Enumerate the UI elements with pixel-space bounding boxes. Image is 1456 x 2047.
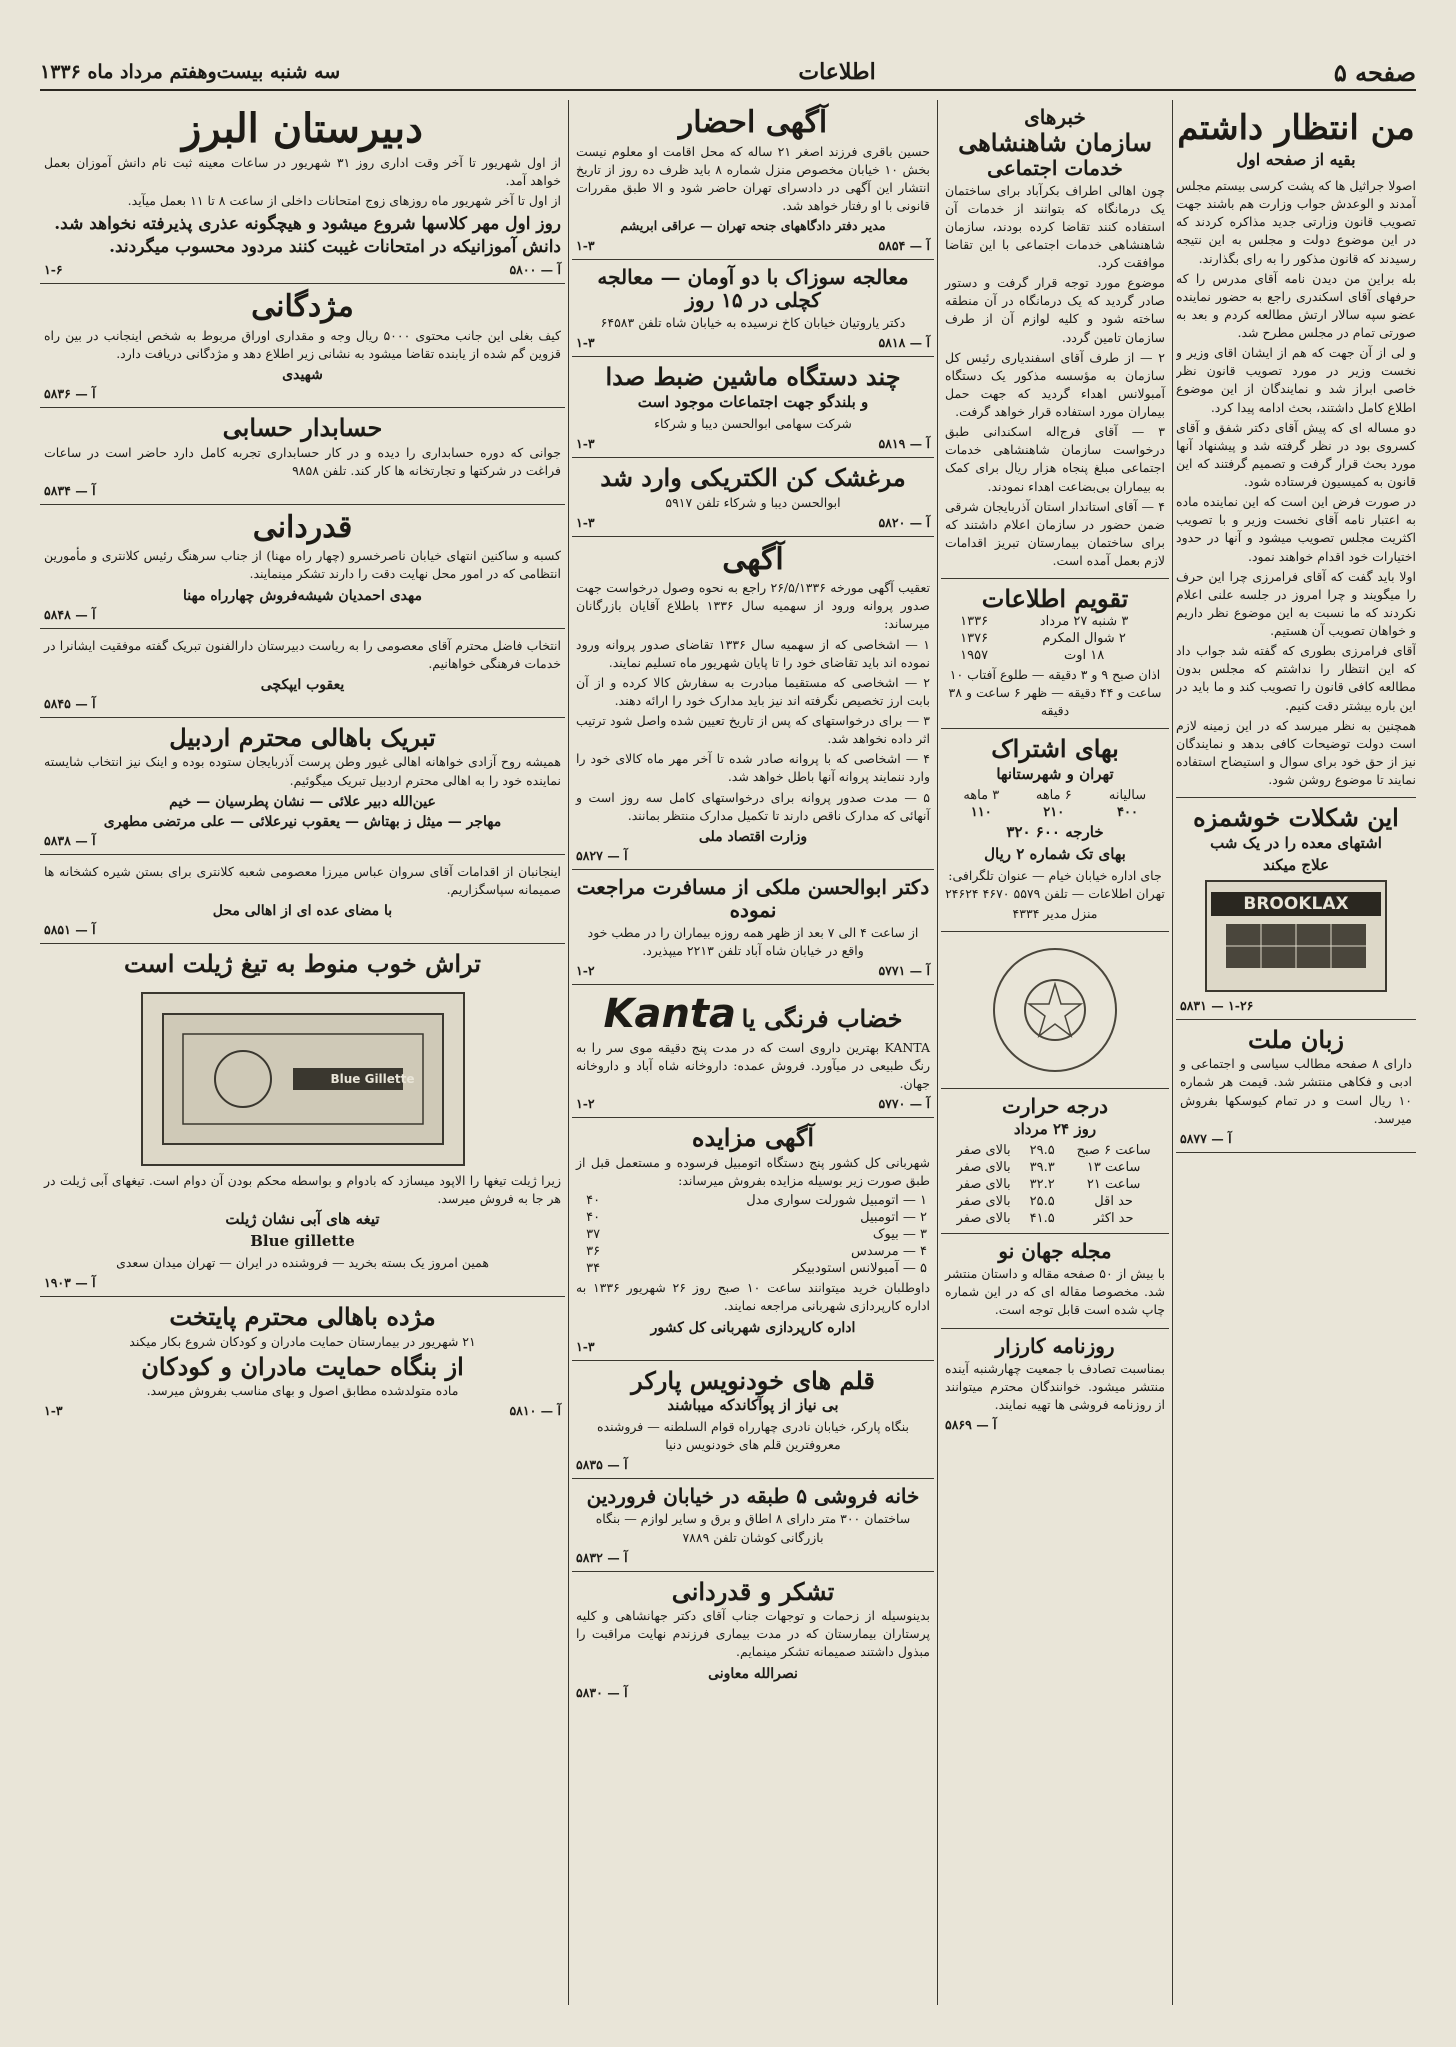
article-paragraph: همچنین به نظر میرسد که در این زمینه لازم است دولت توضیحات کافی بدهد و نمایندگان نیز از حق خود برای سوال و استیضاح استفاده نمایند تا موضوع روشن شود. (1176, 717, 1416, 787)
auction-text: داوطلبان خرید میتوانند ساعت ۱۰ صبح روز ۲۶ شهریور ۱۳۳۶ به اداره کارپردازی شهربانی مراجعه نمایند. (576, 1280, 931, 1314)
article-paragraph: آقای فرامرزی بطوری که گفته شد جواب داد که این انتظار را نداشتم که مجلس بدون مطالعه کافی قانون را تصویب کند و ما باید در این باره بیشتر دقت کنیم. (1176, 643, 1416, 713)
electric-dryer-ad (572, 458, 934, 537)
page-number: صفحه ۵ (1333, 57, 1416, 87)
appreciation-code: آ — ۵۸۴۸ (44, 606, 96, 622)
capital-code: ۱-۳ آ — ۵۸۱۰ (44, 1403, 561, 1419)
doctor-text: از ساعت ۴ الی ۷ بعد از ظهر همه روزه بیماران را در مطب خود واقع در خیابان شاه آباد تلفن ۲۲۱۳ میپذیرد. (587, 924, 919, 958)
notice-title: آگهی (722, 541, 784, 577)
appreciation-title: قدردانی (252, 509, 353, 545)
notice-code: آ — ۵۸۲۷ (576, 847, 628, 863)
article-paragraph: اولا باید گفت که آقای فرامرزی چرا این حرف را میگویند و چرا امروز در جلسه علنی اعلام نکردند که ما نسبت به این موضوع نظر داریم و خواهان تصویب آن هستیم. (1176, 568, 1416, 638)
kanta-brand: Kanta (603, 991, 737, 1038)
reward-title: مژدگانی (251, 289, 354, 325)
reward-notice (40, 284, 565, 408)
ardabil-text: همیشه روح آزادی خواهانه اهالی غیور وطن پرست آذربایجان ستوده بوده و اینک نیز انتخاب شایسته نماینده خود را به اهالی محترم اردبیل تبریک میگوئیم. (44, 754, 561, 788)
notice-paragraph: ۱ — اشخاصی که از سهمیه سال ۱۳۳۶ تقاضای صدور پروانه ورود نموده اند باید تقاضای خود را تا پایان شهریور ماه تسلیم نمایند. (576, 636, 930, 670)
column-divider (1172, 100, 1173, 2005)
recorder-code: ۱-۳ آ — ۵۸۱۹ (576, 435, 930, 451)
reward-code: آ — ۵۸۳۶ (44, 386, 96, 401)
capital-text: ماده متولدشده مطابق اصول و بهای مناسب بفروش میرسد. (146, 1383, 459, 1399)
weather-row: حد اقل ۲۵.۵ بالای صفر (956, 1194, 1133, 1210)
weather-row: ساعت ۲۱ ۳۲.۲ بالای صفر (956, 1177, 1141, 1193)
doctor-notice (572, 870, 934, 985)
weather-subtitle: روز ۲۴ مرداد (1013, 1120, 1097, 1139)
thanks-notice (572, 1572, 934, 1706)
parker-text: بنگاه پارکر، خیابان نادری چهارراه قوام السلطنه — فروشنده معروفترین قلم های خودنویس دنیا (596, 1419, 910, 1453)
accountant-ad (40, 408, 565, 505)
karzar-code: آ — ۵۸۶۹ (945, 1416, 997, 1432)
notice-paragraph: ۴ — اشخاصی که با پروانه صادر شده تا آخر مهر ماه کالای خود را وارد ننمایند پروانه آنها باطل خواهد شد. (576, 751, 930, 785)
gillette-line: تیغه های آبی نشان ژیلت (225, 1209, 380, 1228)
brooklax-ad (1176, 797, 1416, 1020)
recorder-text: شرکت سهامی ابوالحسن دیبا و شرکاء (654, 415, 852, 431)
article-paragraph: دو مساله ای که پیش آقای دکتر شفق و آقای کسروی بود در نظر گرفته شد و پیشنهاد آنها مورد بحث قرار گرفت و تصمیم گرفتند که این قانون به کمیسیون فرستاده شود. (1176, 419, 1416, 489)
weather-row: حد اکثر ۴۱.۵ بالای صفر (956, 1211, 1134, 1227)
economy-ministry-notice (572, 537, 934, 870)
dryer-code: ۱-۳ آ — ۵۸۲۰ (576, 514, 930, 530)
weather-box (941, 1089, 1169, 1234)
congrats-notice (40, 629, 565, 718)
recorder-subtitle: و بلندگو جهت اجتماعات موجود است (637, 392, 869, 411)
house-text: ساختمان ۳۰۰ متر دارای ۸ اطاق و برق و سایر لوازم — بنگاه بازرگانی کوشان تلفن ۷۸۸۹ (595, 1511, 911, 1545)
thanks-title: تشکر و قدردانی (671, 1576, 835, 1606)
newspaper-name: اطلاعات (798, 59, 876, 85)
summons-text: حسین باقری فرزند اصغر ۲۱ ساله که محل اقامت او معلوم نیست بخش ۱۰ خیابان مخصوص منزل شماره ۸ باید ظرف ده روز از تاریخ انتشار این آگهی در دادسرای تهران حاضر شود و الا طبق مقررات قانونی با او رفتار خواهد شد. (576, 143, 930, 213)
calendar-row: ۳ شنبه ۲۷ مرداد ۱۳۳۶ (960, 613, 1129, 629)
karzar-title: روزنامه کارزار (995, 1333, 1115, 1358)
notice-title: زبان ملت (1248, 1024, 1344, 1054)
house-code: آ — ۵۸۳۲ (576, 1549, 628, 1565)
summons-code: ۱-۳ آ — ۵۸۵۴ (576, 238, 930, 254)
gillette-brand: Blue gillette (250, 1231, 355, 1250)
school-paragraph: از اول شهریور تا آخر وقت اداری روز ۳۱ شهریور در ساعات معینه ثبت نام دانش آموزان بعمل خواهد آمد. (44, 155, 561, 189)
gillette-text: زیرا ژیلت تیغها را الاپود میسازد که بادوام و بواسطه محکم بودن آن دوام است. تیغهای آبی ژیلت در هر جا به فروش میرسد. (44, 1172, 561, 1206)
police-thanks-signature: با مضای عده ای از اهالی محل (212, 902, 393, 919)
notice-text: دارای ۸ صفحه مطالب سیاسی و اجتماعی و ادبی و فکاهی منتشر شد. قیمت هر شماره ۱۰ ریال است و در تمام کیوسکها بفروش میرسد. (1180, 1056, 1412, 1126)
magazine-title: مجله جهان نو (998, 1239, 1112, 1264)
thanks-code: آ — ۵۸۳۰ (576, 1684, 628, 1700)
article-paragraph: در صورت فرض این است که این نماینده ماده به اعتبار نامه آقای نخست وزیر و با تصویب اکثریت مجلس تصویب میشود و آنها در حدود اختیارات خود اقدام خواهند نمود. (1176, 494, 1416, 564)
parker-subtitle: بی نیاز از پوآکاندکه میباشند (667, 1396, 839, 1415)
column-divider (937, 100, 938, 2005)
magazine-notice (941, 1234, 1169, 1328)
director-phone: منزل مدیر ۴۳۳۴ (1012, 906, 1098, 922)
weather-title: درجه حرارت (1001, 1094, 1109, 1119)
weather-row: ساعت ۱۳ ۳۹.۳ بالای صفر (956, 1160, 1141, 1176)
appreciation-text: کسبه و ساکنین انتهای خیابان ناصرخسرو (چهار راه مهنا) از جناب سرهنگ رئیس کلانتری و مأمورین انتظامی که در امور محل نهایت دقت را دارند تشکر مینمایند. (44, 548, 561, 582)
ardabil-signatures: مهاجر — میثل ز بهتاش — یعقوب نیرعلائی — علی مرتضی مطهری (103, 813, 502, 830)
auction-row: ۵ — آمبولانس استودبیکر ۳۴ (586, 1261, 927, 1277)
news-paragraph: چون اهالی اطراف بکرآباد برای ساختمان یک درمانگاه که بتوانند از خدمات آن استفاده کنند تقاضا کرده بودند، سازمان شاهنشاهی خدمات اجتماعی با این تقاضا موافقت کرد. (945, 182, 1165, 271)
summons-notice (572, 100, 934, 260)
notice-paragraph: ۳ — برای درخواستهای که پس از تاریخ تعیین شده واصل شود ترتیب اثر داده نخواهد شد. (576, 713, 930, 747)
auction-text: شهربانی کل کشور پنج دستگاه اتومبیل فرسوده و مستعمل قبل از طبق صورت زیر بوسیله مزایده بفروش میرساند: (576, 1155, 930, 1189)
house-title: خانه فروشی ۵ طبقه در خیابان فروردین (586, 1484, 920, 1509)
gillette-package (141, 992, 465, 1166)
gillette-ad (40, 944, 565, 1297)
dryer-text: ابوالحسن دیبا و شرکاء تلفن ۵۹۱۷ (665, 494, 841, 510)
kanta-code: ۱-۲ آ — ۵۷۷۰ (576, 1096, 930, 1112)
kanta-headline (576, 991, 930, 1037)
clinic-code: ۱-۳ آ — ۵۸۱۸ (576, 335, 930, 351)
clinic-text: دکتر یاروتیان خیابان کاخ نرسیده به خیابان شاه تلفن ۶۴۵۸۳ (600, 315, 906, 331)
single-issue-price: بهای تک شماره ۲ ریال (984, 844, 1126, 863)
gillette-note: همین امروز یک بسته بخرید — فروشنده در ایران — تهران میدان سعدی (116, 1254, 489, 1270)
notice-signature: وزارت اقتصاد ملی (698, 828, 808, 845)
accountant-text: جوانی که دوره حسابداری را دیده و در کار حسابداری تجربه کامل دارد حاضر است در ساعات فراغت در شرکتها و تجارتخانه ها کار کند. تلفن ۹۸۵۸ (44, 444, 561, 478)
recorder-title: چند دستگاه ماشین ضبط صدا (605, 362, 901, 392)
auction-row: ۱ — اتومبیل شورلت سواری مدل ۴۰ (586, 1193, 927, 1209)
article-paragraph: و لی از آن جهت که هم از ایشان اقای وزیر و نخست وزیر در مورد تصویب قانون نظر خاصی ابراز شد و نمایندگان از این موضوع اطلاع کامل داشتند، بحث ادامه پیدا کرد. (1176, 345, 1416, 415)
kanta-text: KANTA بهترین داروی است که در مدت پنج دقیقه موی سر را به رنگ طبیعی در میآورد. فروش عمده: داروخانه شاه آباد و داروخانه جهان. (576, 1040, 930, 1092)
ardabil-notice (40, 718, 565, 855)
school-title: دبیرستان البرز (182, 105, 423, 152)
auction-title: آگهی مزایده (691, 1123, 815, 1153)
police-thanks-text: اینجانبان از اقدامات آقای سروان عباس میرزا معصومی شعبه کلانتری برای بستن شیره کشخانه ها صمیمانه سپاسگزاریم. (44, 863, 561, 897)
article-title: من انتظار داشتم (1177, 108, 1415, 148)
product-box (1205, 880, 1387, 992)
article-paragraph: اصولا جراثیل ها که پشت کرسی بیستم مجلس آمدند و الوعدش جواب وزارت هم باشند جهت تصویب قانون وزارتی جدید مذاکره کردند که در این موضوع دولت و مجلس به این نتیجه رسیدند که قانون مذکور را به رای بگذارند. (1176, 178, 1416, 266)
recorder-ad (572, 357, 934, 458)
notice-paragraph: ۲ — اشخاصی که مستقیما مبادرت به سفارش کالا کرده و از آن بابت ارز تخصیص نگرفته اند نیز باید مدارک خود را ارائه دهند. (576, 674, 930, 708)
calendar-row: ۱۸ اوت ۱۹۵۷ (960, 647, 1105, 663)
ad-title: این شکلات خوشمزه (1193, 803, 1399, 833)
column-divider (568, 100, 569, 2005)
subscription-box (941, 729, 1169, 932)
kanta-title: خضاب فرنگی یا (741, 1004, 903, 1034)
auction-table (576, 1192, 930, 1277)
accountant-code: آ — ۵۸۳۴ (44, 482, 96, 498)
ardabil-title: تبریک باهالی محترم اردبیل (169, 722, 436, 752)
capital-good-news (40, 1297, 565, 1424)
masthead (40, 55, 1416, 91)
news-paragraph: ۲ — از طرف آقای اسفندیاری رئیس کل سازمان به مؤسسه مذکور یک دستگاه آمبولانس اهداء گردید که جهت حمل بیماران مورد استفاده قرار خواهد گرفت. (945, 349, 1165, 420)
emblem-icon (993, 948, 1117, 1072)
prayer-times: اذان صبح ۹ و ۳ دقیقه — طلوع آفتاب ۱۰ ساعت و ۴۴ دقیقه — ظهر ۶ ساعت و ۳۸ دقیقه (948, 666, 1162, 719)
reward-signature: شهیدی (282, 367, 323, 383)
summons-title: آگهی احضار (678, 105, 828, 140)
news-paragraph: ۳ — آقای فرج‌اله اسکندانی طبق درخواست سازمان شاهنشاهی خدمات اجتماعی مبلغ پنجاه هزار ریال برای کمک به بیماران بی‌بضاعت اهداء نمودند. (945, 424, 1165, 494)
summons-signature: مدیر دفتر دادگاههای جنحه تهران — عراقی ابریشم (620, 218, 886, 233)
kanta-ad (572, 985, 934, 1118)
house-sale-ad (572, 1479, 934, 1571)
thanks-signature: نصرالله معاونی (708, 1665, 798, 1682)
calendar-table (945, 613, 1165, 664)
auction-notice (572, 1118, 934, 1360)
karzar-text: بمناسبت تصادف با جمعیت چهارشنبه آینده منتشر میشود. خوانندگان محترم میتوانند از روزنامه فروشی ها تهیه نمایند. (945, 1360, 1165, 1412)
parker-title: قلم های خودنویس پارکر (631, 1365, 875, 1395)
issue-date: سه شنبه بیست‌وهفتم مرداد ماه ۱۳۳۶ (40, 61, 341, 83)
gillette-pack-label: Blue Gillette (330, 1071, 415, 1086)
alborz-school-notice (40, 100, 565, 284)
abroad-price: خارجه ۶۰۰ ۳۲۰ (1006, 822, 1104, 841)
subscription-subtitle: تهران و شهرستانها (996, 764, 1114, 783)
school-emphasis: روز اول مهر کلاسها شروع میشود و هیچگونه عذری پذیرفته نخواهد شد. دانش آموزانیکه در امتحانات غیبت کنند مردود محسوب میگردند. (54, 214, 561, 258)
congrats-code: آ — ۵۸۴۵ (44, 695, 96, 711)
reward-text: کیف بغلی این جانب محتوی ۵۰۰۰ ریال وجه و مقداری اوراق مربوط به شخص اینجانب در بین راه قزوین گم شده از یابنده تقاضا میشود به نشانی زیر اطلاع دهد و مژدگانی دریافت دارد. (44, 327, 561, 361)
parker-code: آ — ۵۸۳۵ (576, 1457, 628, 1473)
parker-ad (572, 1361, 934, 1480)
notice-paragraph: ۵ — مدت صدور پروانه برای درخواستهای کامل سه روز است و آنهائی که مدارک ناقص دارند تا تکمیل مدارک منتظر بمانند. (576, 789, 930, 823)
capital-text: ۲۱ شهریور در بیمارستان حمایت مادران و کودکان شروع بکار میکند (129, 1333, 476, 1349)
ad-code: ۵۸۳۱ — ۱-۲۶ (1180, 997, 1254, 1013)
congrats-text: انتخاب فاضل محترم آقای معصومی را به ریاست دبیرستان دارالفنون تبریک گفته موفقیت ایشانرا در خدمات فرهنگی خواهانیم. (44, 637, 561, 671)
police-thanks-notice (40, 855, 565, 944)
office-address: جای اداره خیابان خیام — عنوان تلگرافی: تهران اطلاعات — تلفن ۵۵۷۹ ۴۶۷۰ ۲۴۶۲۴ (945, 867, 1165, 901)
social-services-news (941, 100, 1169, 579)
calendar-row: ۲ شوال المکرم ۱۳۷۶ (960, 630, 1126, 646)
auction-row: ۳ — بیوک ۳۷ (586, 1227, 927, 1243)
congrats-signature: یعقوب ایپکچی (260, 676, 345, 693)
magazine-text: با بیش از ۵۰ صفحه مقاله و داستان منتشر شد. مخصوصا مقاله ای که در این شماره چاپ شده است قابل توجه است. (945, 1266, 1166, 1318)
column-news (941, 100, 1169, 2005)
brand-label: BROOKLAX (1211, 892, 1381, 916)
news-paragraph: ۴ — آقای استاندار استان آذربایجان شرقی ضمن حضور در سازمان اعلام داشتند که برای ساختمان بیمارستان تبریز اقدامات لازم بعمل آمده است. (945, 498, 1165, 569)
weather-table (945, 1142, 1165, 1227)
thanks-text: بدینوسیله از زحمات و توجهات جناب آقای دکتر جهانشاهی و کلیه پرستاران بیمارستان که در مدت بیماری فرزندم نهایت مراقبت را مبذول داشتند صمیمانه تشکر مینمایم. (576, 1608, 930, 1660)
weather-row: ساعت ۶ صبح ۲۹.۵ بالای صفر (956, 1143, 1151, 1159)
clinic-title: معالجه سوزاک با دو آومان — معالجه کچلی در ۱۵ روز (597, 265, 909, 313)
gillette-title: تراش خوب منوط به تیغ ژیلت است (124, 948, 481, 978)
capital-title: مژده باهالی محترم پایتخت (169, 1301, 436, 1331)
appreciation-signature: مهدی احمدیان شیشه‌فروش چهارراه مهنا (183, 587, 422, 604)
auction-row: ۲ — اتومبیل ۴۰ (586, 1210, 927, 1226)
ad-subtitle: علاج میکند (1262, 855, 1330, 874)
auction-row: ۴ — مرسدس ۳۶ (586, 1244, 927, 1260)
column-classifieds (40, 100, 565, 2005)
auction-code: ۱-۳ (576, 1338, 595, 1354)
ardabil-code: آ — ۵۸۳۸ (44, 832, 96, 848)
clinic-ad (572, 260, 934, 357)
news-kicker: خبرهای (1024, 105, 1086, 129)
accountant-title: حسابدار حسابی (222, 413, 383, 442)
auction-signature: اداره کارپردازی شهربانی کل کشور (650, 1319, 856, 1336)
chocolate-bar-icon (1221, 916, 1371, 976)
seal-box (941, 932, 1169, 1089)
article-subtitle: بقیه از صفحه اول (1236, 150, 1356, 169)
ad-subtitle: اشتهای معده را در یک شب (1210, 833, 1382, 852)
subscription-table: سالیانه ۶ ماهه ۳ ماهه ۴۰۰ ۲۱۰ ۱۱۰ (963, 787, 1147, 820)
school-code: ۱-۶ آ — ۵۸۰۰ (44, 262, 561, 278)
doctor-title: دکتر ابوالحسن ملکی از مسافرت مراجعت نموده (576, 874, 930, 922)
news-paragraph: موضوع مورد توجه قرار گرفت و دستور صادر گردید که یک درمانگاه در آن منطقه ساخته شود و کلیه لوازم آن از طرف سازمان تامین گردد. (945, 275, 1165, 345)
column-notices (572, 100, 934, 2005)
capital-emphasis: از بنگاه حمایت مادران و کودکان (141, 1351, 464, 1381)
calendar-box (941, 579, 1169, 729)
gillette-code: آ — ۱۹۰۳ (44, 1274, 96, 1290)
doctor-code: ۱-۲ آ — ۵۷۷۱ (576, 963, 930, 979)
subscription-title: بهای اشتراک (991, 734, 1119, 764)
news-subtitle: خدمات اجتماعی (987, 155, 1123, 180)
zaban-mellat-notice (1176, 1020, 1416, 1153)
article-paragraph: بله براین من دیدن نامه آقای مدرس را که حرفهای آقای اسکندری راجع به حضور نماینده عضو سپه سالار ارتش مطالعه کردم و بعد به صورتی تمام در مجلس مطرح شد. (1176, 270, 1416, 340)
news-title: سازمان شاهنشاهی (958, 128, 1152, 157)
dryer-title: مرغشک کن الکتریکی وارد شد (600, 462, 906, 492)
appreciation-notice (40, 505, 565, 629)
school-paragraph: از اول تا آخر شهریور ماه روزهای زوج امتحانات داخلی از ساعت ۸ تا ۱۱ بعمل میآید. (127, 193, 561, 209)
karzar-notice (941, 1329, 1169, 1438)
police-thanks-code: آ — ۵۸۵۱ (44, 921, 96, 937)
calendar-title: تقویم اطلاعات (981, 584, 1129, 614)
column-editorial (1176, 100, 1416, 2005)
notice-code: آ — ۵۸۷۷ (1180, 1130, 1232, 1146)
notice-paragraph: تعقیب آگهی مورخه ۲۶/۵/۱۳۳۶ راجع به نحوه وصول درخواست جهت صدور پروانه ورود از سهمیه سال ۱۳۳۶ باطلاع آقایان بازرگانان میرساند: (576, 580, 931, 632)
ardabil-signatures: عین‌الله دبیر علائی — نشان پطرسیان — خیم (169, 793, 436, 810)
